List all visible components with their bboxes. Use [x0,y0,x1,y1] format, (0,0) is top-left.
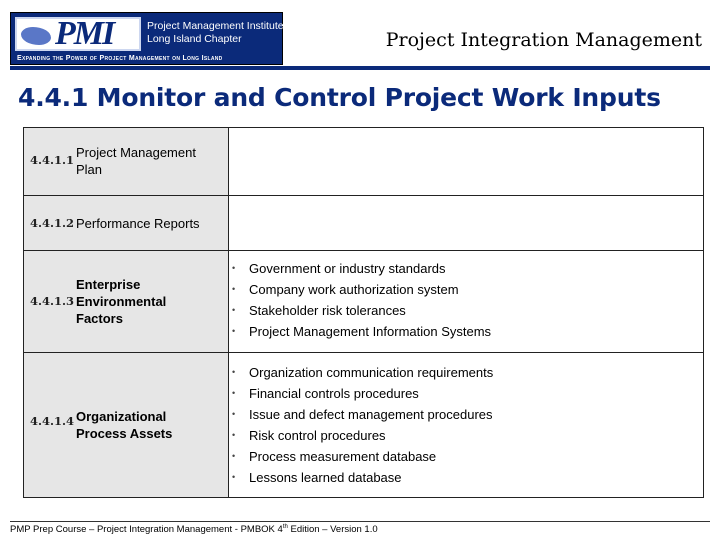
slide-footer [10,521,710,535]
row-number: 4.4.1.1 [30,153,75,167]
list-item: • Project Management Information Systems [232,321,491,342]
bullet-list [232,362,493,488]
bullet-icon: • [232,472,236,482]
bullet-icon: • [232,326,236,336]
list-item: • Stakeholder risk tolerances [232,300,491,321]
pmi-logo-mark [15,17,141,51]
logo-mark-text: PMI [55,15,114,52]
row-label [76,215,200,232]
row-number: 4.4.1.3 [30,294,75,308]
row-label-line: Environmental [76,294,167,309]
table-row [24,128,703,195]
row-label [76,144,196,178]
bullet-icon: • [232,451,236,461]
inputs-table [23,127,704,498]
row-label [76,408,172,442]
list-item: • Issue and defect management procedures [232,404,493,425]
row-label-line: Enterprise [76,277,141,292]
footer-text: PMP Prep Course – Project Integration Management - PMBOK 4 [10,524,283,536]
row-label [76,276,166,327]
bullet-icon: • [232,430,236,440]
bullet-icon: • [232,263,236,273]
footer-superscript: th [282,524,288,530]
table-row [24,195,703,250]
footer-text-end: Edition – Version 1.0 [287,524,378,536]
bullet-list [232,258,491,342]
list-item: • Process measurement database [232,446,493,467]
pmi-logo [10,12,283,65]
bullet-icon: • [232,388,236,398]
table-row [24,250,703,352]
row-label-line: Plan [76,162,103,177]
bullet-icon: • [232,367,236,377]
table-row [24,352,703,499]
slide-section-title: Project Integration Management [385,29,702,51]
row-label-line: Process Assets [76,426,173,441]
row-label-line: Project Management [76,145,196,160]
bullet-icon: • [232,409,236,419]
row-number: 4.4.1.2 [30,216,75,230]
row-number: 4.4.1.4 [30,414,75,428]
list-item: • Organization communication requirements [232,362,493,383]
header-divider [10,66,710,70]
long-island-icon [21,27,51,45]
bullet-icon: • [232,284,236,294]
page-title: 4.4.1 Monitor and Control Project Work Inputs [18,83,661,112]
list-item: • Government or industry standards [232,258,491,279]
logo-chapter-name: Long Island Chapter [147,33,242,45]
logo-org-name: Project Management Institute [147,20,284,32]
row-label-line: Factors [76,311,123,326]
bullet-icon: • [232,305,236,315]
list-item: • Risk control procedures [232,425,493,446]
row-label-line: Performance Reports [76,216,200,231]
logo-tagline: Expanding the Power of Project Management on Long Island [17,55,223,62]
row-label-line: Organizational [76,409,167,424]
list-item: • Financial controls procedures [232,383,493,404]
list-item: • Company work authorization system [232,279,491,300]
list-item: • Lessons learned database [232,467,493,488]
